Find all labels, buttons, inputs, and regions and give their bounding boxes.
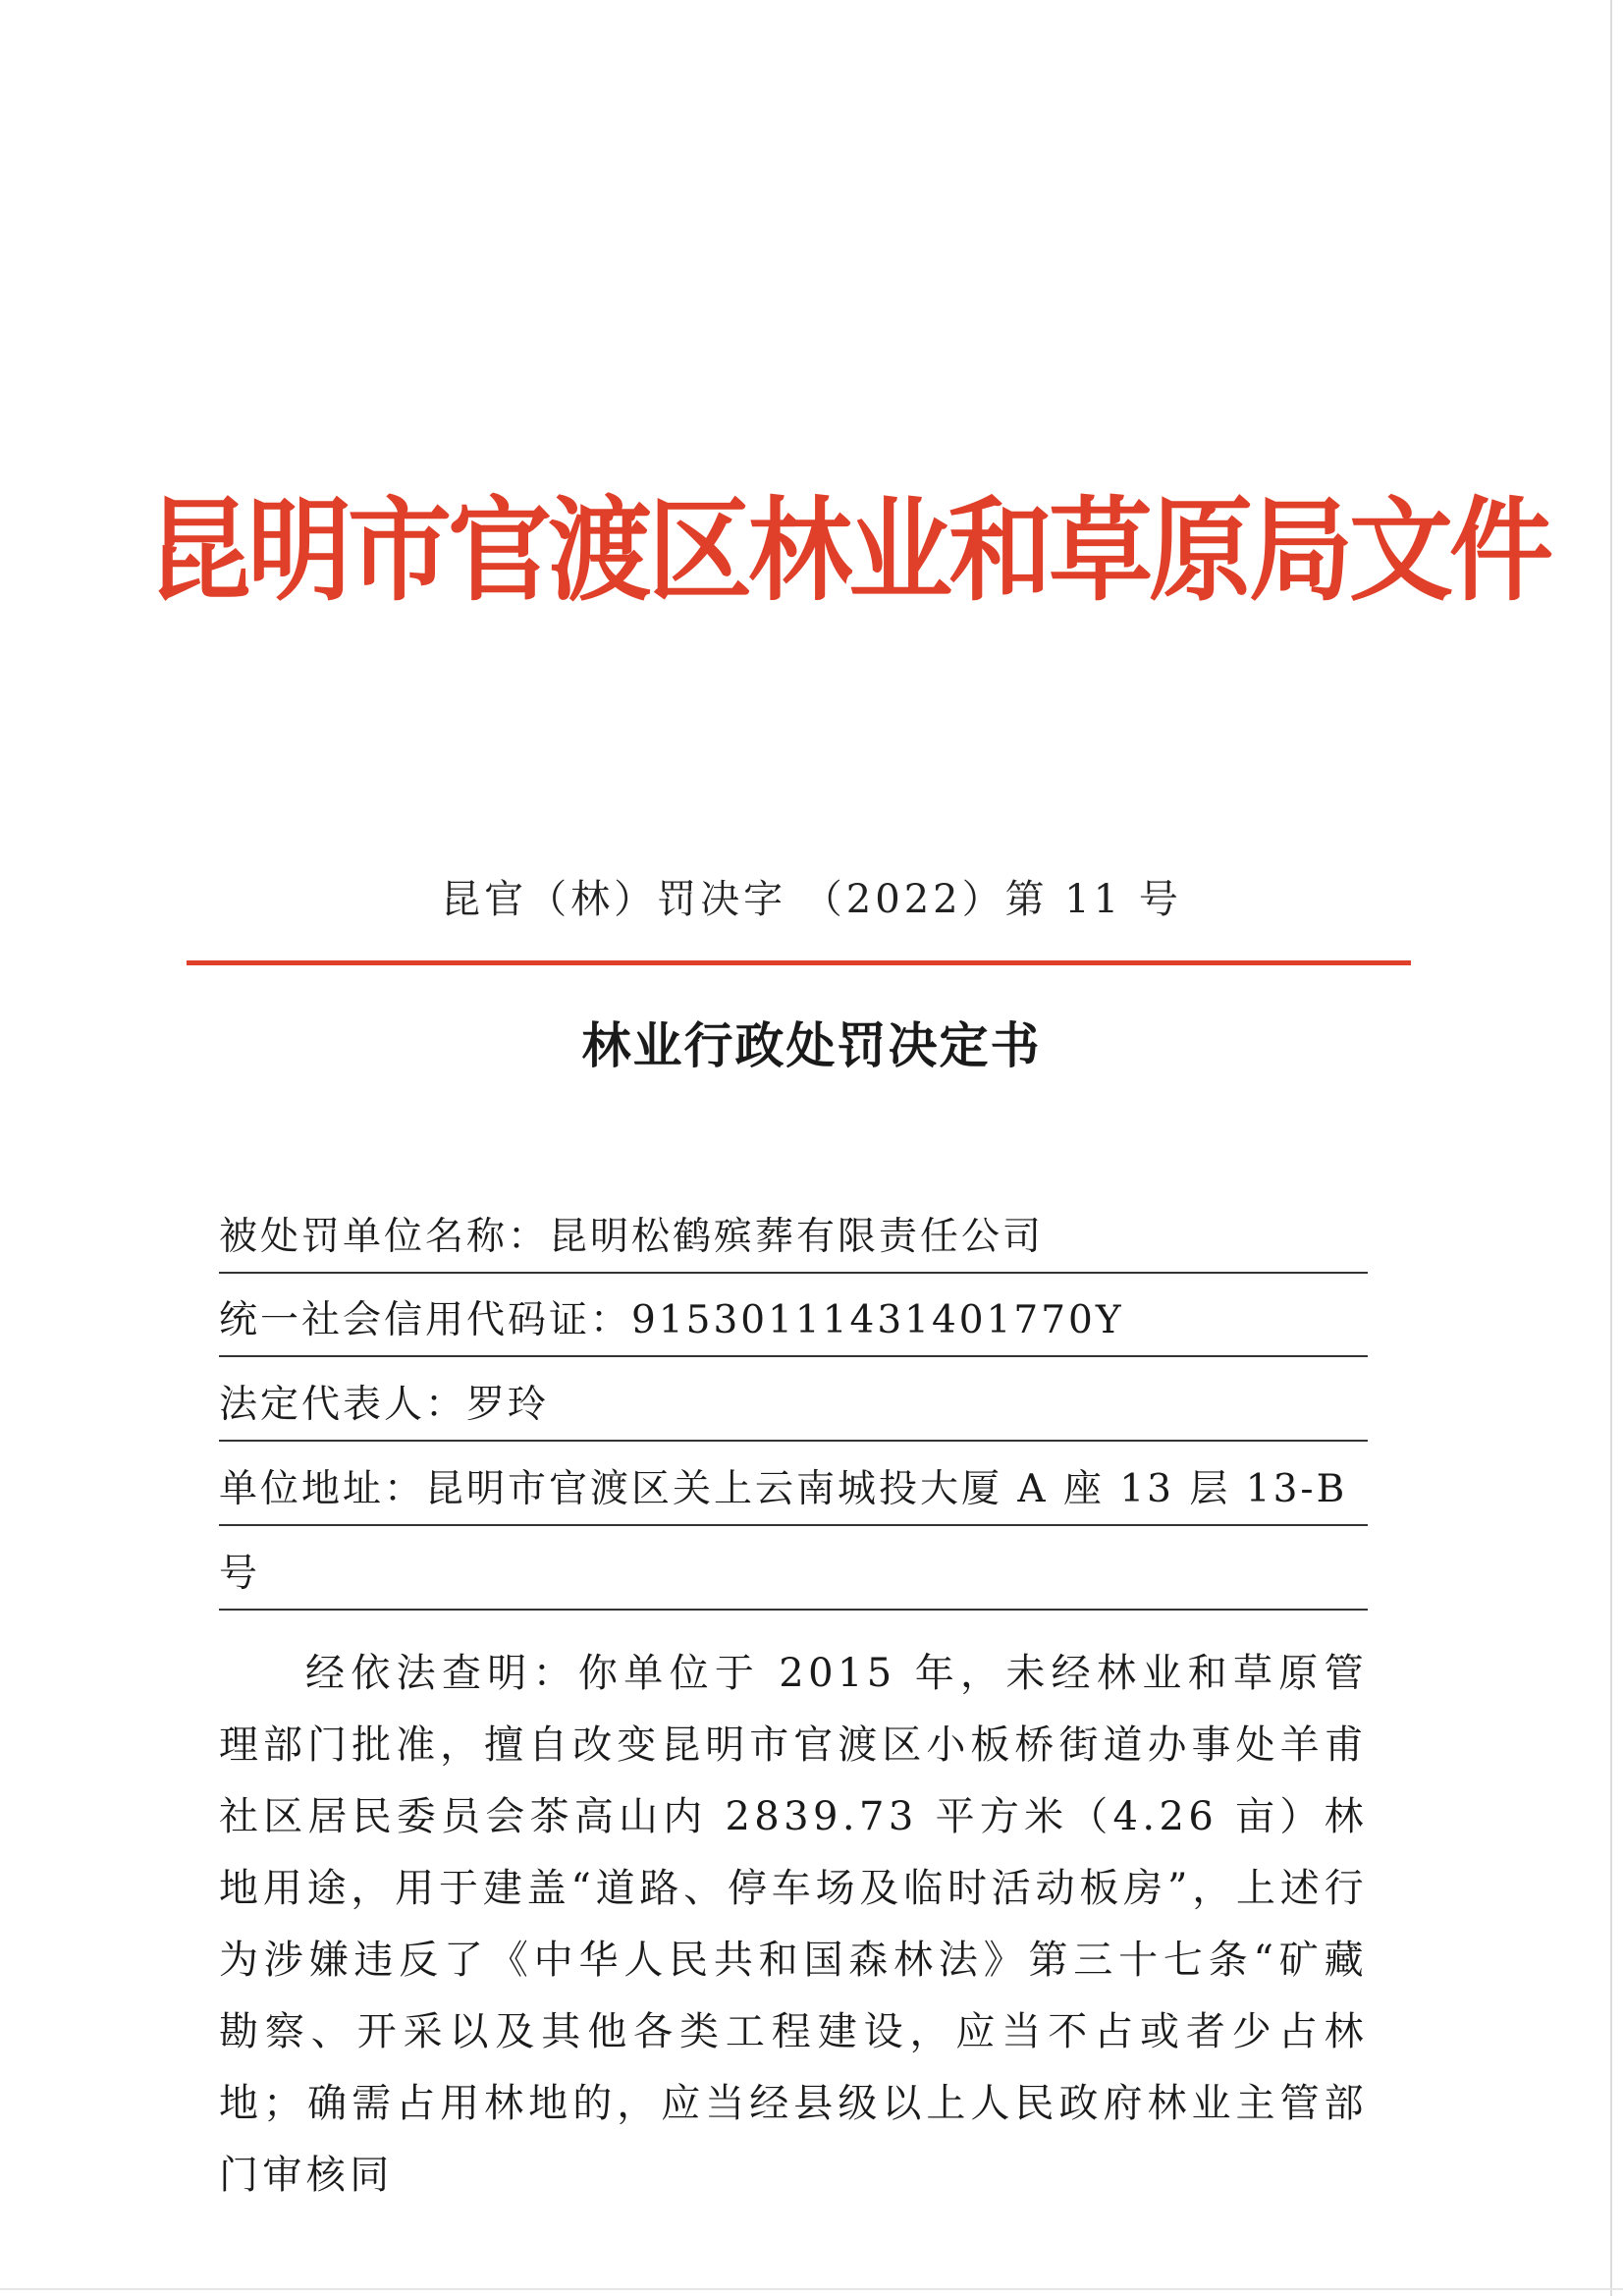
credit-code-label: 统一社会信用代码证： [219,1298,632,1342]
credit-code-value: 91530111431401770Y [631,1298,1124,1342]
address-value-part-1: 昆明市官渡区关上云南城投大厦 A 座 13 层 13-B [425,1467,1348,1511]
unit-name-label: 被处罚单位名称： [219,1215,550,1259]
findings-paragraph: 经依法查明：你单位于 2015 年，未经林业和草原管理部门批准，擅自改变昆明市官渡区小板桥街道办事处羊甫社区居民委员会茶高山内 2839.73 平方米（4.26 亩）林地用途，用于建盖“道路、停车场及临时活动板房”，上述行为涉嫌违反了《中华人民共和国森林法》第三十七条“矿藏勘察、开采以及其他各类工程建设，应当不占或者少占林地；确需占用林地的，应当经县级以上人民政府林业主管部门审核同 [219,1651,1368,2198]
unit-name-value: 昆明松鹤殡葬有限责任公司 [549,1215,1045,1259]
address-label: 单位地址： [219,1467,426,1511]
document-number: 昆官（林）罚决字 （2022）第 11 号 [441,877,1182,922]
legal-representative-line [219,1371,1368,1442]
address-line-2 [219,1540,1368,1611]
scan-edge-line [1610,0,1612,2296]
legal-representative-value: 罗玲 [466,1383,550,1427]
unit-name-line [219,1203,1368,1274]
document-title: 林业行政处罚决定书 [581,1017,1042,1074]
scan-bottom-line [0,2288,1623,2290]
credit-code-line [219,1286,1368,1357]
issuing-authority-header: 昆明市官渡区林业和草原局文件 [147,485,1549,617]
address-line-1 [219,1455,1368,1526]
legal-representative-label: 法定代表人： [219,1383,467,1427]
address-value-part-2: 号 [219,1552,261,1596]
red-divider-line [187,960,1411,965]
